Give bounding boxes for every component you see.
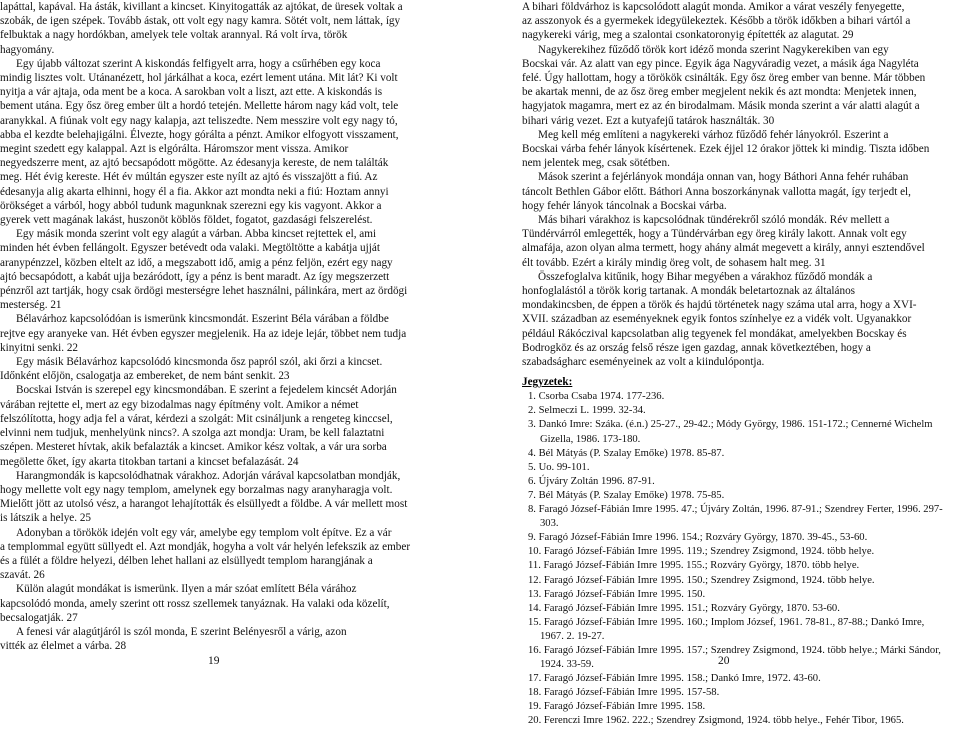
text-line: negyedszerre ment, az ajtó becsapódott mögötte. Az édesanyja kereste, de nem találták <box>0 157 389 170</box>
text-line: abba el kezdte belehajigálni. Élvezte, hogy górálta a pénzt. Amikor elfogyott visszament, <box>0 128 399 141</box>
text-line: Mielőtt jött az utolsó vész, a harangot lehajították és elsüllyedt a földbe. A vár mellett most <box>0 498 408 511</box>
text-line: is látszik a helye. 25 <box>0 512 92 525</box>
footnote-item: 5. Uo. 99-101. <box>528 461 590 473</box>
left-page-text <box>0 0 450 653</box>
text-line: honfoglalástól a török korig tartanak. A mondák beletartoznak az általános <box>522 285 856 298</box>
text-line: szavát. 26 <box>0 569 45 582</box>
footnote-item: 16. Faragó József-Fábián Imre 1995. 157.; Szendrey Zsigmond, 1924. több helye.; Márki Sándor, 1924. 33-59. <box>528 644 941 671</box>
footnotes-list <box>522 390 950 728</box>
text-line: örökséget a várból, hogy abból tudunk magunknak szerezni egy kis vagyont. Akkor a <box>0 199 382 212</box>
text-line: Nagykerekihez fűződő török kort idéző monda szerint Nagykerekiben van egy <box>538 43 889 56</box>
right-page-text <box>522 0 950 729</box>
text-line: mindig lisztes volt. Utánanézett, hol járkálhat a koca, ezért lement utána. Mit lát? Ki volt <box>0 72 398 85</box>
footnote-item: 19. Faragó József-Fábián Imre 1995. 158. <box>528 701 706 713</box>
footnote-item: 9. Faragó József-Fábián Imre 1996. 154.; Rozváry György, 1870. 39-45., 53-60. <box>528 532 868 544</box>
footnote-item: 2. Selmeczi L. 1999. 32-34. <box>528 405 646 417</box>
text-line: rejtve egy aranyeke van. Hét évben egyszer megjelenik. Ha az ideje lejár, többet nem tudja <box>0 327 407 340</box>
text-line: mesterség. 21 <box>0 299 62 312</box>
text-line: hogy fehér lányok táncolnak a Bocskai várba. <box>522 199 727 212</box>
footnote-item: 10. Faragó József-Fábián Imre 1995. 119.; Szendrey Zsigmond, 1924. több helye. <box>528 546 875 558</box>
text-line: Egy másik Bélavárhoz kapcsolódó kincsmonda ősz papról szól, aki őrzi a kincset. <box>16 356 383 369</box>
text-line: szobák, de igen szépek. Tovább ástak, ott volt egy nagy kamra. Sötét volt, nem láttak, így <box>0 15 401 28</box>
text-line: nem jelentek meg, csak sötétben. <box>522 157 670 170</box>
text-line: és a fülét a földre helyezi, délben lehet hallani az elsüllyedt templom harangjának a <box>0 554 373 567</box>
text-line: felszólította, hogy adja fel a várat, kérdezi a szolgát: Mit csináljunk a rengeteg kinccsel, <box>0 412 393 425</box>
footnote-item: 15. Faragó József-Fábián Imre 1995. 160.; Implom József, 1961. 78-81., 87-88.; Dankó Imre, 1967. 2. 19-27. <box>528 616 925 642</box>
text-line: nagykereki várig, meg a szalontai csonkatoronyig építették az alagutat. 29 <box>522 29 854 42</box>
text-line: felbuktak a nagy hordókban, amelyek tele voltak arannyal. Rá volt írva, török <box>0 29 348 42</box>
text-line: Mások szerint a fejérlányok mondája onnan van, hogy Báthori Anna fehér ruhában <box>538 171 909 184</box>
footnote-item: 8. Faragó József-Fábián Imre 1995. 47.; Újváry Zoltán, 1996. 87-91.; Szendrey Ferter, 1996. 297-303. <box>528 504 943 530</box>
footnote-item: 18. Faragó József-Fábián Imre 1995. 157-58. <box>528 687 720 699</box>
text-line: hogy mellette volt egy nagy templom, amelynek egy borzalmas nagy aranyharagja volt. <box>0 483 393 496</box>
text-line: Harangmondák is kapcsolódhatnak várakhoz. Adorján várával kapcsolatban mondják, <box>16 469 401 482</box>
page-number-left: 19 <box>208 655 220 667</box>
text-line: Egy másik monda szerint volt egy alagút a várban. Abba kincset rejtettek el, ami <box>16 228 377 241</box>
text-line: a templommal együtt süllyedt el. Azt mondják, hogyha a volt vár helyén lefekszik az ember <box>0 540 411 553</box>
text-line: ajtó becsapódott, a kabát ujja bezáródott, így a pénz is bent maradt. Az így megszerzett <box>0 270 390 283</box>
text-line: Bélavárhoz kapcsolódóan is ismerünk kincsmondát. Eszerint Béla várában a földbe <box>16 313 389 326</box>
footnote-item: 1. Csorba Csaba 1974. 177-236. <box>528 391 665 403</box>
text-line: például Rákóczival kapcsolatban alig tegyenek fel mondákat, amelyekben Bocskay és <box>522 327 907 340</box>
text-line: XVII. században az eseményeknek egyik fontos színhelye ez a vidék volt. Ugyanakkor <box>522 313 912 326</box>
text-line: bihari várig vezet. Ezt a kutyafejű tatárok használták. 30 <box>522 114 775 127</box>
text-line: aranypénzzel, közben eltelt az idő, a megszabott idő, amig a pénz feljön, ezért egy nagy <box>0 256 393 269</box>
text-line: becsalogatják. 27 <box>0 611 78 624</box>
text-line: mondakincsben, de éppen a török és hajdú történetek nagy száma utal arra, hogy a XVI- <box>522 299 917 312</box>
text-line: szabadságharc eseményeinek az volt a kiindulópontja. <box>522 356 765 369</box>
page-number-right: 20 <box>718 655 730 667</box>
text-line: szépen. Mesteret hívtak, akik befalazták a kincset. Amikor kész voltak, a vár ura sorba <box>0 441 387 454</box>
footnote-item: 11. Faragó József-Fábián Imre 1995. 155.; Rozváry György, 1870. több helye. <box>528 560 860 572</box>
text-line: Időnként előjön, csalogatja az embereket, de nem bánt senkit. 23 <box>0 370 290 383</box>
text-line: almafája, azon olyan alma termett, hogy ahány almát megevett a király, annyi esztendővel <box>522 242 925 255</box>
right-page-body <box>522 0 950 369</box>
footnote-item: 14. Faragó József-Fábián Imre 1995. 151.; Rozváry György, 1870. 53-60. <box>528 602 840 614</box>
text-line: Külön alagút mondákat is ismerünk. Ilyen a már szóat említett Béla várához <box>16 583 357 596</box>
text-line: az asszonyok és a gyermekek idegyülekeztek. Később a török időkben a bihari vártól a <box>522 15 911 28</box>
text-line: várában rejtette el, mert az egy bizodalmas nagy építmény volt. Amikor a német <box>0 398 359 411</box>
text-line: elvinni nem tudjuk, menhelyünk nincs?. A szolga azt mondja: Uram, be kell falaztatni <box>0 427 385 440</box>
text-line: bement utána. Egy ősz öreg ember ült a hordó tetején. Mellette három nagy kád volt, tele <box>0 100 399 113</box>
text-line: lapáttal, kapával. Ha ásták, kivillant a kincset. Kinyitogatták az ajtókat, de üresek voltak a <box>0 1 403 13</box>
text-line: minden hét évben fellángolt. Egyszer betévedt oda valaki. Megtöltötte a kabátja ujját <box>0 242 380 255</box>
text-line: aranykkal. A fiúnak volt egy nagy kalapja, azt teliszedte. Nem messzire volt egy nagy tó, <box>0 114 398 127</box>
text-line: A fenesi vár alagútjáról is szól monda, E szerint Belényesről a várig, azon <box>16 625 347 638</box>
text-line: Tündérvárról emlegették, hogy a Tündérvárban egy öreg király lakott. Annak volt egy <box>522 228 907 241</box>
text-line: megint szedett egy kalappal. Azt is elgórálta. Háromszor ment vissza. Amikor <box>0 143 349 156</box>
text-line: gyerek vett magának lakást, huszonöt köblös földet, fogatot, gazdasági felszerelést. <box>0 214 373 227</box>
text-line: Bocskai várba fehér lányok kísértenek. Ezek éjjel 12 órakor jöttek ki mindig. Tiszta időben <box>522 143 930 156</box>
text-line: táncolt Bethlen Gábor előtt. Báthori Anna boszorkánynak vallotta magát, így terjedt el, <box>522 185 911 198</box>
notes-title: Jegyzetek: <box>522 376 573 389</box>
footnote-item: 17. Faragó József-Fábián Imre 1995. 158.; Dankó Imre, 1972. 43-60. <box>528 673 821 685</box>
footnote-item: 13. Faragó József-Fábián Imre 1995. 150. <box>528 588 706 600</box>
text-line: Összefoglalva kitűnik, hogy Bihar megyében a várakhoz fűződő mondák a <box>538 270 873 283</box>
footnote-item: 3. Dankó Imre: Száka. (é.n.) 25-27., 29-42.; Módy György, 1986. 151-172.; Cennerné Wichelm Gizella, 1986. 173-180. <box>528 419 933 445</box>
footnote-item: 12. Faragó József-Fábián Imre 1995. 150.; Szendrey Zsigmond, 1924. több helye. <box>528 574 875 586</box>
footnote-item: 20. Ferenczi Imre 1962. 222.; Szendrey Zsigmond, 1924. több helye., Fehér Tibor, 1965. <box>528 715 904 727</box>
text-line: kapcsolódó monda, amely szerint ott rossz szellemek tanyáznak. Ha valaki oda közelít, <box>0 597 390 610</box>
text-line: meg. Hét évig kereste. Hét év múltán egyszer este nyílt az ajtó és visszajött a fiú. Az <box>0 171 378 184</box>
text-line: élt tovább. Ezért a király mindig öreg volt, de sohasem halt meg. 31 <box>522 256 826 269</box>
left-page <box>0 0 452 675</box>
footnote-item: 4. Bél Mátyás (P. Szalay Emőke) 1978. 85-87. <box>528 447 725 459</box>
text-line: Bodrogköz és az ország felső része igen gazdag, annak következtében, hogy a <box>522 341 871 354</box>
text-line: vitték az élelmet a várba. 28 <box>0 640 127 653</box>
text-line: édesanyja alig akarta elhinni, hogy él a fia. Akkor azt mondta neki a fiú: Hoztam annyi <box>0 185 389 198</box>
text-line: be akartak menni, de az ősz öreg ember megjelent nekik és azt mondta: Menjetek innen, <box>522 86 917 99</box>
text-line: Adonyban a törökök idején volt egy vár, amelybe egy templom volt építve. Ez a vár <box>16 526 392 539</box>
text-line: Meg kell még említeni a nagykereki várhoz fűződő fehér lányokról. Eszerint a <box>538 128 889 141</box>
text-line: hagyjatok magamra, mert ez az én birodalmam. Másik monda szerint a vár alatti alagút a <box>522 100 920 113</box>
text-line: pénzről azt tartják, hogy csak ördögi mesterségre lehet használni, pálinkára, mert az ördögi <box>0 285 408 298</box>
text-line: Más bihari várakhoz is kapcsolódnak tündérekről szóló mondák. Rév mellett a <box>538 214 890 227</box>
text-line: kinyitni senki. 22 <box>0 341 79 354</box>
text-line: Bocskai vár. Az alatt van egy pince. Egyik ága Nagyváradig vezet, a másik ága Nagyléta <box>522 57 919 70</box>
text-line: Egy újabb változat szerint A kiskondás felfigyelt arra, hogy a csűrhében egy koca <box>16 57 381 70</box>
text-line: nyitja a vár ajtaja, oda ment be a koca. A sarokban volt a liszt, azt ette. A kiskondás is <box>0 86 383 99</box>
text-line: A bihari földvárhoz is kapcsolódott alagút monda. Amikor a várat veszély fenyegette, <box>522 1 905 13</box>
footnote-item: 6. Újváry Zoltán 1996. 87-91. <box>528 475 655 487</box>
text-line: hagyomány. <box>0 43 55 56</box>
text-line: felé. Úgy hallottam, hogy a törökök csinálták. Egy ősz öreg ember van benne. Már többen <box>522 72 926 85</box>
text-line: megölette őket, így akarta titokban tartani a kincset befalazását. 24 <box>0 455 299 468</box>
footnote-item: 7. Bél Mátyás (P. Szalay Emőke) 1978. 75-85. <box>528 489 725 501</box>
right-page <box>470 0 950 727</box>
text-line: Bocskai István is szerepel egy kincsmondában. E szerint a fejedelem kincsét Adorján <box>16 384 397 397</box>
